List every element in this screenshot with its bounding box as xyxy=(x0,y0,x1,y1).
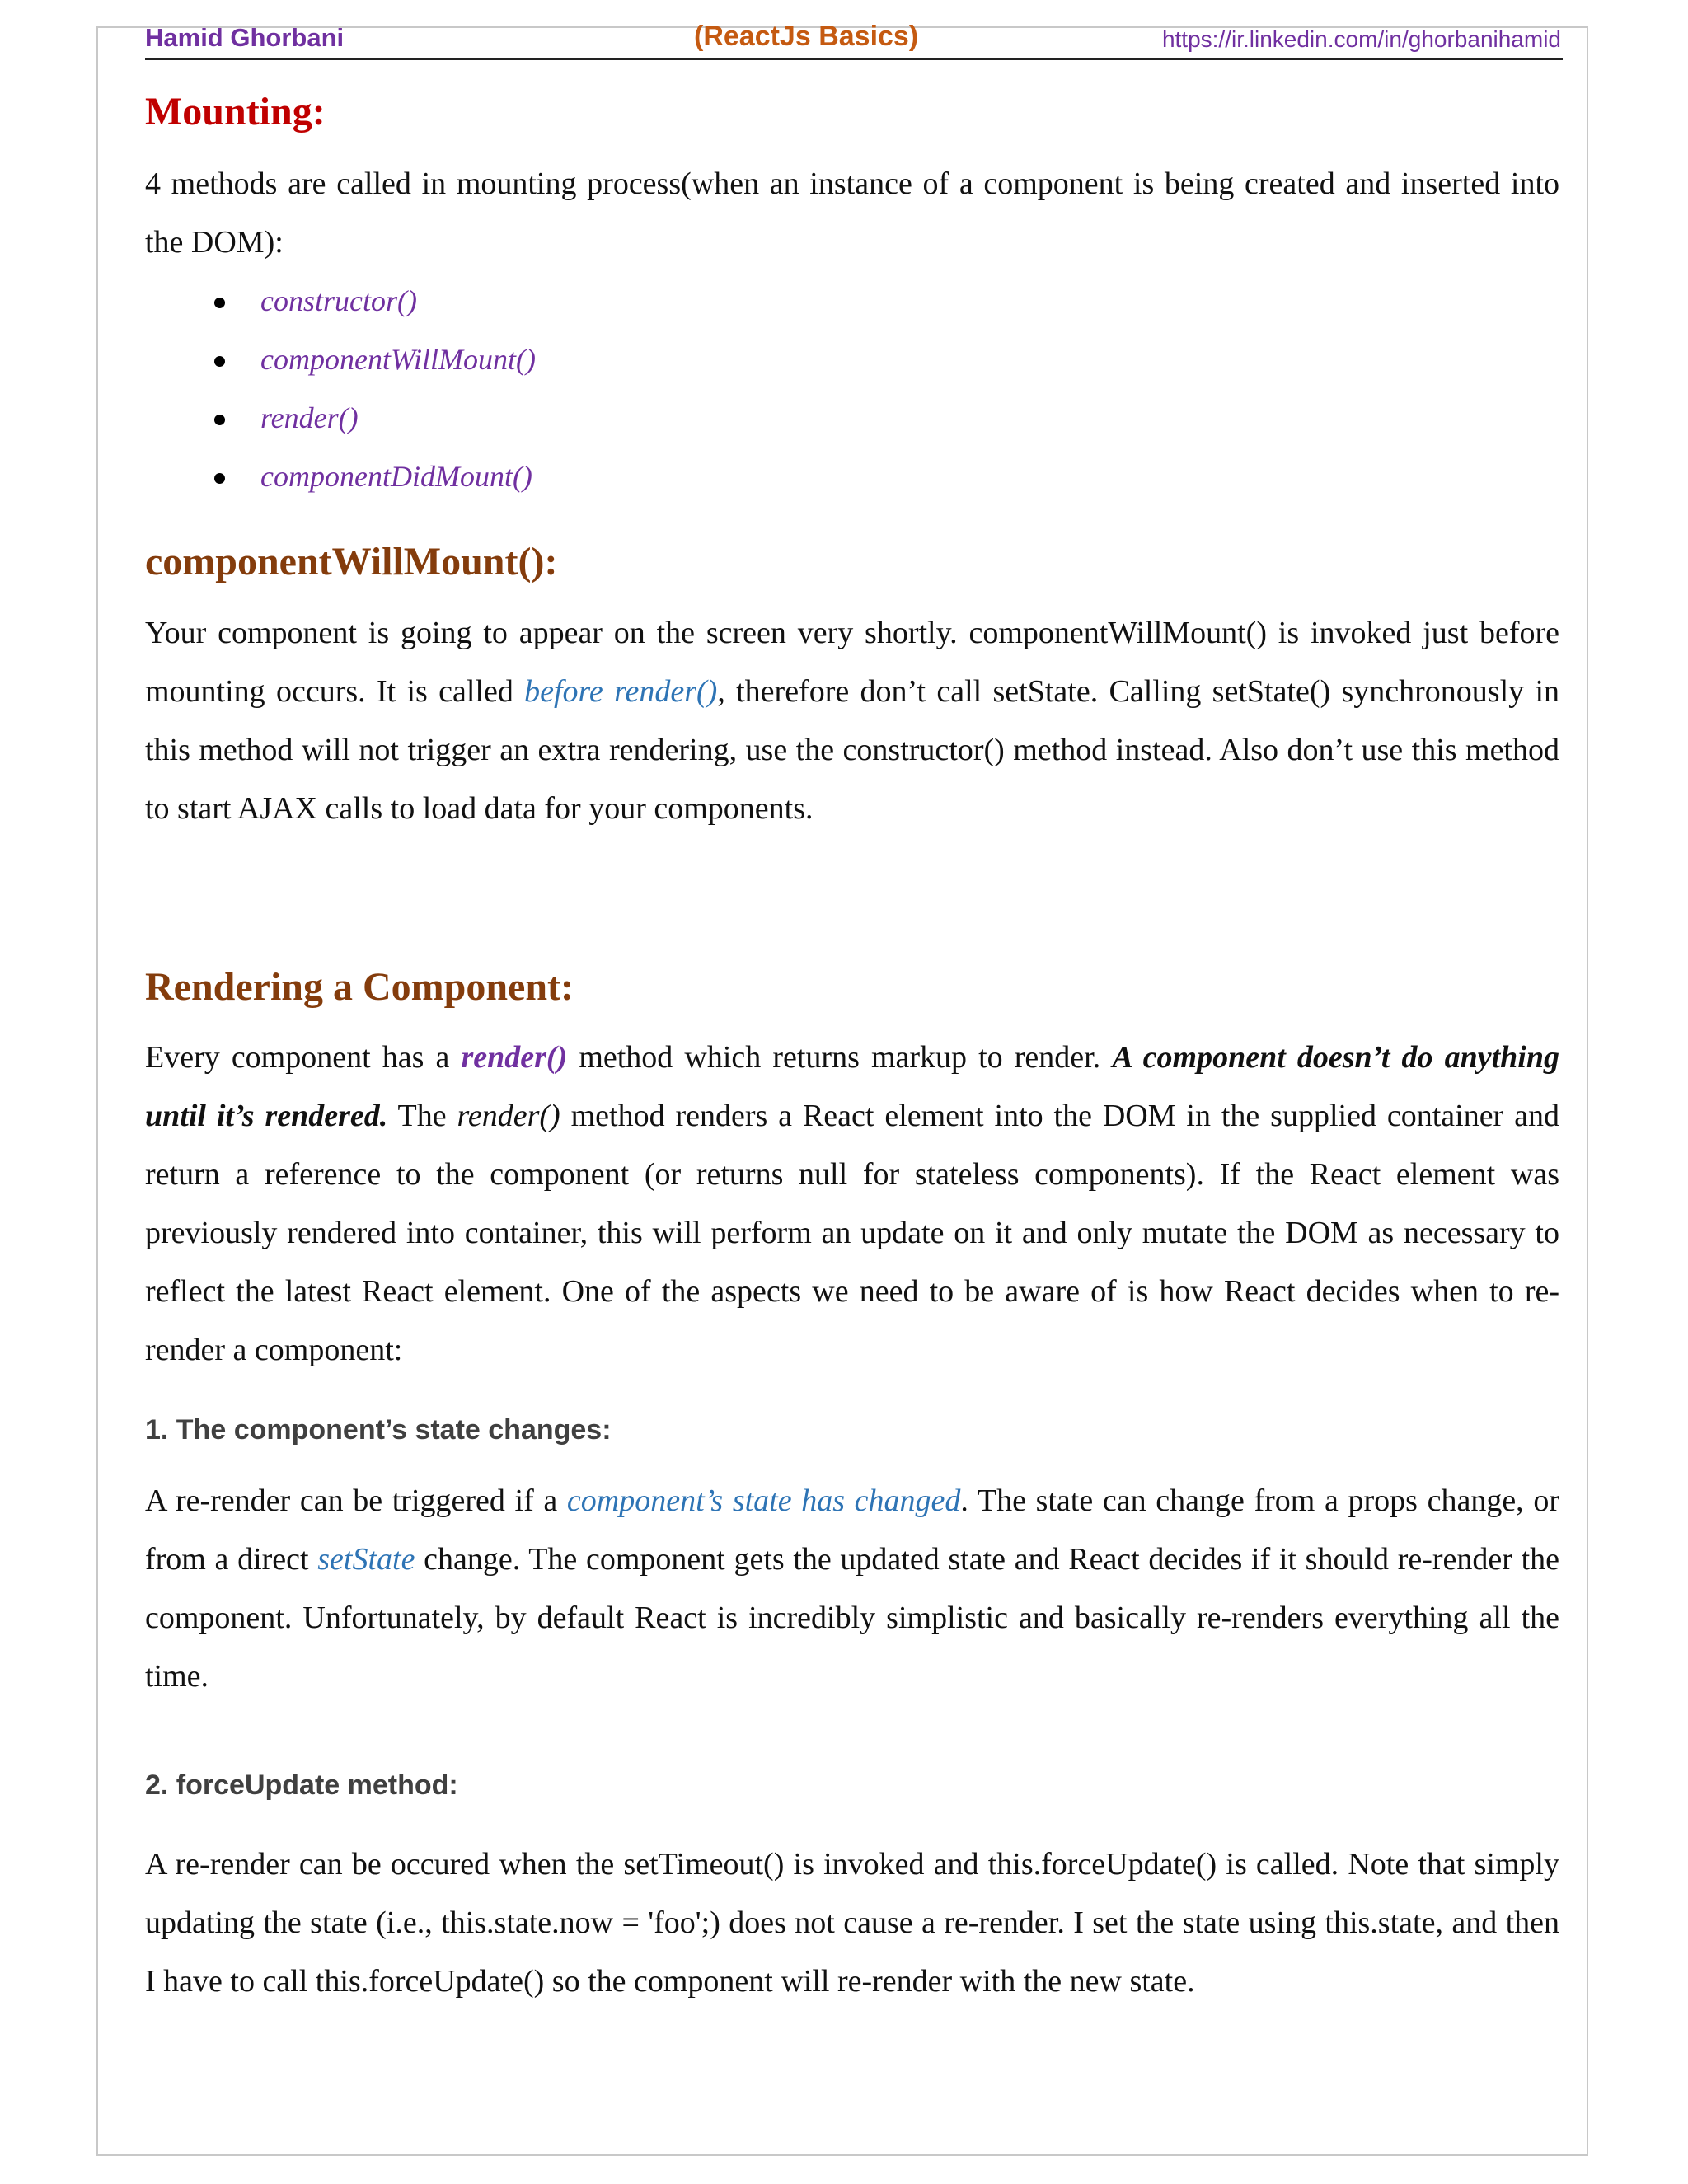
rendering-body xyxy=(145,1029,1559,1380)
force-update-section xyxy=(145,1769,1559,1802)
mounting-intro-block xyxy=(145,155,1559,272)
list-item: constructor() xyxy=(145,272,1559,330)
state-changes-heading: 1. The component’s state changes: xyxy=(145,1414,612,1446)
bullet-icon xyxy=(214,473,225,484)
rendering-heading: Rendering a Component: xyxy=(145,965,574,1009)
bullet-icon xyxy=(214,415,225,425)
state-changed-link[interactable]: component’s state has changed xyxy=(566,1483,961,1518)
rendering-paragraph: Every component has a render() method which returns markup to render. A component doesn’t do anything until it’s rendered. The render() method renders a React element into the DOM in the supplied container and return a reference to the component (or returns null for stateless components). If the React element was previously rendered into container, this will perform an update on it and only mutate the DOM as necessary to reflect the latest React element. One of the aspects we need to be aware of is how React decides when to re-render a component: xyxy=(145,1040,1560,1367)
will-mount-heading: componentWillMount(): xyxy=(145,540,558,583)
state-changes-paragraph: A re-render can be triggered if a component’s state has changed. The state can change from a props change, or from a direct setState change. The component gets the updated state and React decides if it should re-render the component. Unfortunately, by default React is incredibly simplistic and basically re-renders everything all the time. xyxy=(145,1483,1560,1694)
mounting-heading: Mounting: xyxy=(145,90,326,134)
state-changes-section xyxy=(145,1414,1559,1446)
header-divider xyxy=(145,58,1563,60)
will-mount-section xyxy=(145,539,1559,584)
header-linkedin-link[interactable]: https://ir.linkedin.com/in/ghorbanihamid xyxy=(1161,26,1561,52)
will-mount-body xyxy=(145,604,1559,838)
force-update-heading: 2. forceUpdate method: xyxy=(145,1769,458,1801)
force-update-paragraph: A re-render can be occured when the setTimeout() is invoked and this.forceUpdate() is called. Note that simply updating the state (i.e., this.state.now = 'foo';) does not cause a re-render. I set the state using this.state, and then I have to call this.forceUpdate() so the component will re-render with the new state. xyxy=(145,1847,1559,1999)
setstate-link[interactable]: setState xyxy=(317,1542,415,1577)
list-item: componentDidMount() xyxy=(145,448,1559,506)
mounting-methods-list xyxy=(145,272,1559,506)
rendering-emphasis: A component doesn’t do anything until it’s rendered. xyxy=(145,1040,1560,1133)
mounting-section xyxy=(145,89,1559,134)
bullet-icon xyxy=(214,298,225,308)
will-mount-paragraph: Your component is going to appear on the screen very shortly. componentWillMount() is invoked just before mounting occurs. It is called before render(), therefore don’t call setState. Calling setState() synchronously in this method will not trigger an extra rendering, use the constructor() method instead. Also don’t use this method to start AJAX calls to load data for your components. xyxy=(145,616,1559,826)
list-item: render() xyxy=(145,389,1559,448)
rendering-section xyxy=(145,964,1559,1010)
render-link[interactable]: render() xyxy=(461,1040,568,1075)
state-changes-body xyxy=(145,1472,1559,1706)
before-render-link[interactable]: before render() xyxy=(524,674,718,709)
force-update-body xyxy=(145,1835,1559,2011)
mounting-intro: 4 methods are called in mounting process(when an instance of a component is being created and inserted into the DOM): xyxy=(145,166,1559,260)
list-item: componentWillMount() xyxy=(145,330,1559,389)
bullet-icon xyxy=(214,356,225,367)
header-author: Hamid Ghorbani xyxy=(145,23,345,52)
header-title: (ReactJs Basics) xyxy=(694,21,919,52)
